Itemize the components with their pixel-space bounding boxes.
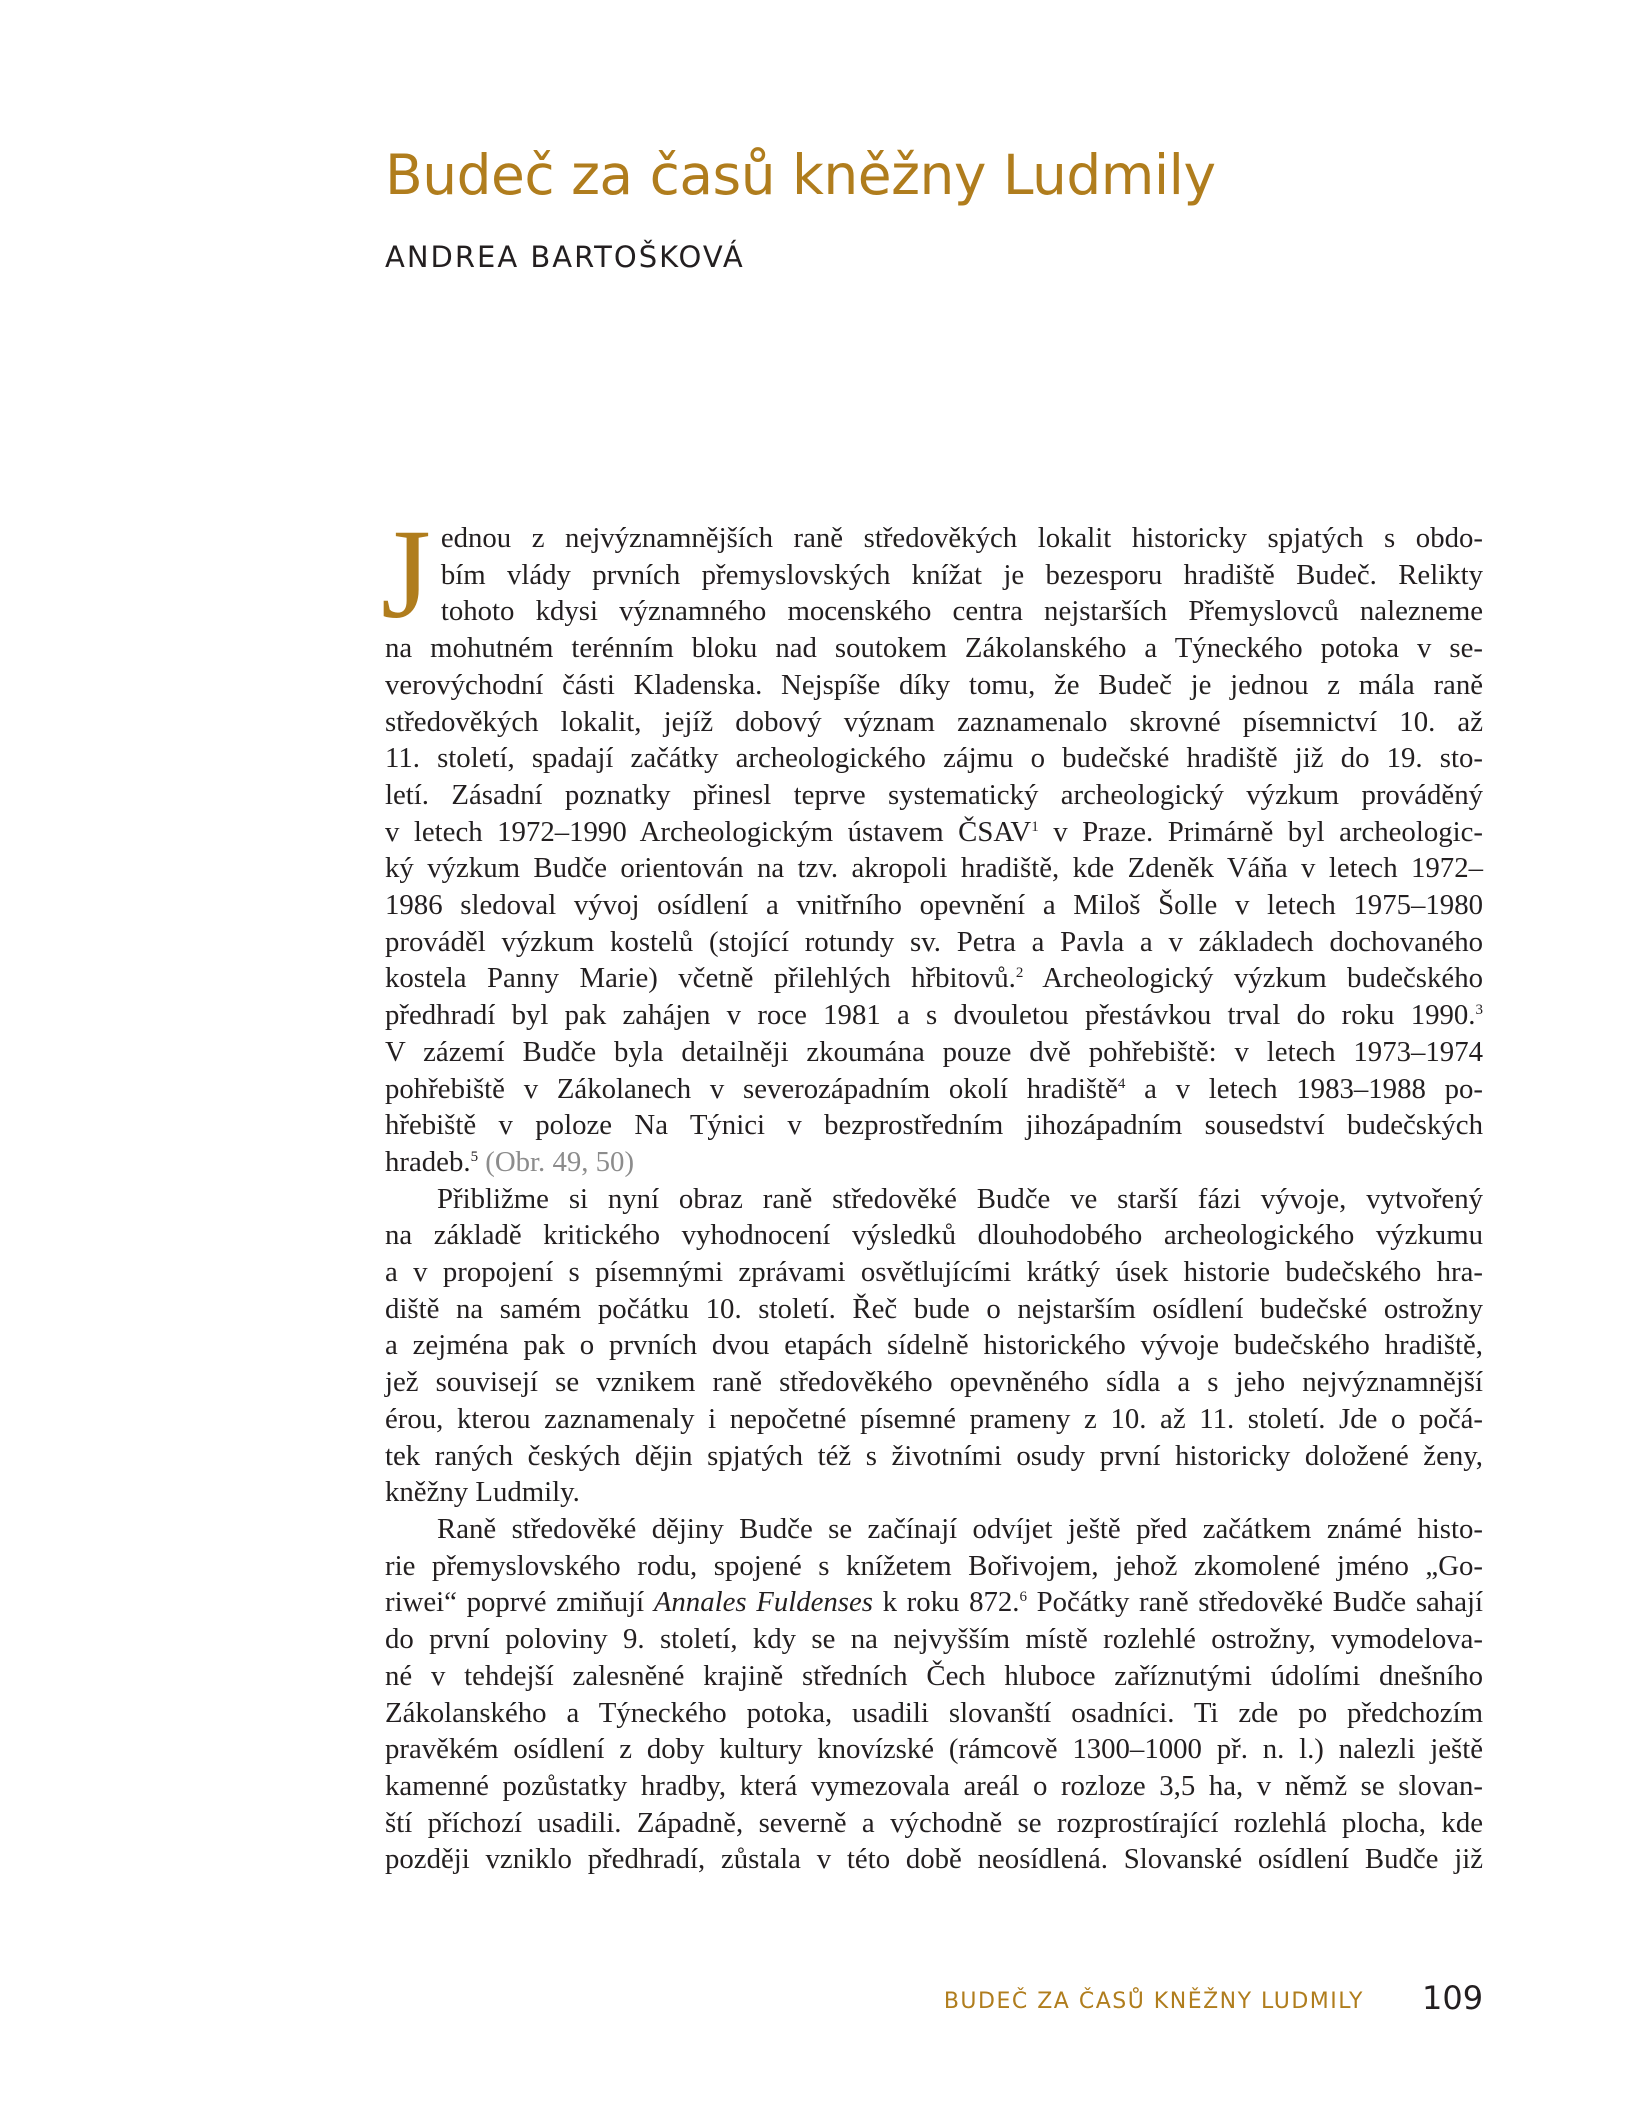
- text-line: na mohutném terénním bloku nad soutokem Zákolanského a Týneckého potoka v se-: [385, 632, 1483, 665]
- footnote-mark: 3: [1475, 1002, 1483, 1019]
- text-line: rie přemyslovského rodu, spojené s knížetem Bořivojem, jehož zkomolené jméno „Go-: [385, 1549, 1483, 1582]
- text-line: [385, 997, 1483, 1034]
- text-line: ští příchozí usadili. Západně, severně a východně se rozprostírající rozlehlá plocha, kde: [385, 1806, 1483, 1839]
- text-line: a zejména pak o prvních dvou etapách sídelně historického vývoje budečského hradiště,: [385, 1329, 1483, 1362]
- text-line: kněžny Ludmily.: [385, 1476, 580, 1509]
- text-line: bím vlády prvních přemyslovských knížat je bezesporu hradiště Budeč. Relikty: [440, 558, 1483, 591]
- text-line: verovýchodní části Kladenska. Nejspíše díky tomu, že Budeč je jednou z mála raně: [385, 668, 1483, 701]
- text-line: Přibližme si nyní obraz raně středověké Budče ve starší fázi vývoje, vytvořený: [437, 1182, 1483, 1215]
- article-title: Budeč za časů kněžny Ludmily: [385, 143, 1216, 207]
- text-line: později vzniklo předhradí, zůstala v této době neosídlená. Slovanské osídlení Budče již: [385, 1843, 1483, 1876]
- article-body: [381, 503, 1483, 1878]
- text-line: a v propojení s písemnými zprávami osvětlujícími krátký úsek historie budečského hra-: [385, 1256, 1483, 1289]
- text-segment: hradeb.: [385, 1145, 471, 1178]
- text-line: V zázemí Budče byla detailněji zkoumána pouze dvě pohřebiště: v letech 1973–1974: [385, 1035, 1483, 1068]
- running-footer-title: BUDEČ ZA ČASŮ KNĚŽNY LUDMILY: [943, 1989, 1364, 2014]
- text-line: na základě kritického vyhodnocení výsledků dlouhodobého archeologického výzkumu: [385, 1219, 1483, 1252]
- footnote-mark: 4: [1117, 1075, 1126, 1092]
- text-segment: pohřebiště v Zákolanech v severozápadním okolí hradiště: [385, 1072, 1118, 1105]
- text-segment: k roku 872.: [873, 1586, 1020, 1619]
- text-line: 11. století, spadají začátky archeologického zájmu o budečské hradiště již do 19. sto-: [385, 742, 1483, 775]
- text-line: [385, 1584, 1483, 1621]
- italic-title: Annales Fuldenses: [653, 1586, 873, 1619]
- text-line: Raně středověké dějiny Budče se začínají odvíjet ještě před začátkem známé histo-: [437, 1512, 1483, 1545]
- text-line: ký výzkum Budče orientován na tzv. akropoli hradiště, kde Zdeněk Váňa v letech 1972–: [385, 852, 1483, 885]
- text-segment: riwei“ poprvé zmiňují: [385, 1586, 654, 1619]
- text-line: jež souvisejí se vznikem raně středověkého opevněného sídla a s jeho nejvýznamnější: [385, 1366, 1483, 1399]
- text-segment: předhradí byl pak zahájen v roce 1981 a s dvouletou přestávkou trval do roku 1990.: [385, 999, 1476, 1032]
- text-line: tek raných českých dějin spjatých též s životními osudy první historicky doložené ženy,: [385, 1439, 1483, 1472]
- footnote-mark: 5: [470, 1148, 479, 1165]
- text-line: érou, kterou zaznamenaly i nepočetné písemné prameny z 10. až 11. století. Jde o počá-: [385, 1402, 1483, 1435]
- text-line: prováděl výzkum kostelů (stojící rotundy sv. Petra a Pavla a v základech dochovaného: [385, 925, 1483, 958]
- author-name: ANDREA BARTOŠKOVÁ: [385, 240, 745, 274]
- paragraph-1: [381, 503, 1483, 1181]
- paragraph-2: [385, 1181, 1483, 1511]
- text-segment: Archeologický výzkum budečského: [1023, 962, 1483, 995]
- footnote-mark: 6: [1019, 1589, 1027, 1606]
- paragraph-3: [385, 1511, 1483, 1878]
- footnote-mark: 1: [1031, 818, 1039, 835]
- text-line: [385, 960, 1483, 997]
- text-segment: v letech 1972–1990 Archeologickým ústavem ČSAV: [385, 815, 1032, 848]
- text-segment: v Praze. Primárně byl archeologic-: [1038, 815, 1483, 848]
- text-line: pravěkém osídlení z doby kultury knovízské (rámcově 1300–1000 př. n. l.) nalezli ještě: [385, 1733, 1483, 1766]
- text-segment: a v letech 1983–1988 po-: [1125, 1072, 1483, 1105]
- text-line: do první poloviny 9. století, kdy se na nejvyšším místě rozlehlé ostrožny, vymodelova-: [385, 1623, 1483, 1656]
- text-line: tohoto kdysi významného mocenského centra nejstarších Přemyslovců nalezneme: [440, 595, 1483, 628]
- text-line: Zákolanského a Týneckého potoka, usadili slovanští osadníci. Ti zde po předchozím: [385, 1696, 1483, 1729]
- text-line: [385, 1071, 1483, 1108]
- text-line: kamenné pozůstatky hradby, která vymezovala areál o rozloze 3,5 ha, v němž se slovan-: [385, 1769, 1483, 1802]
- text-line: 1986 sledoval vývoj osídlení a vnitřního opevnění a Miloš Šolle v letech 1975–1980: [385, 889, 1483, 922]
- drop-cap: J: [381, 503, 431, 645]
- text-line: letí. Zásadní poznatky přinesl teprve systematický archeologický výzkum prováděný: [385, 778, 1483, 811]
- text-line: [385, 1144, 1483, 1181]
- page-number: 109: [1422, 1979, 1484, 2017]
- text-line: [385, 814, 1483, 851]
- figure-reference: (Obr. 49, 50): [485, 1145, 635, 1178]
- text-line: ednou z nejvýznamnějších raně středověkých lokalit historicky spjatých s obdo-: [440, 522, 1483, 554]
- footnote-mark: 2: [1015, 965, 1024, 982]
- text-line: diště na samém počátku 10. století. Řeč bude o nejstarším osídlení budečské ostrožny: [385, 1292, 1483, 1325]
- text-line: né v tehdejší zalesněné krajině středních Čech hluboce zaříznutými údolími dnešního: [385, 1659, 1483, 1692]
- text-segment: Počátky raně středověké Budče sahají: [1027, 1586, 1483, 1619]
- text-segment: kostela Panny Marie) včetně přilehlých hřbitovů.: [385, 962, 1016, 995]
- text-line: hřebiště v poloze Na Týnici v bezprostředním jihozápadním sousedství budečských: [385, 1109, 1483, 1142]
- text-line: středověkých lokalit, jejíž dobový význam zaznamenalo skrovné písemnictví 10. až: [385, 705, 1483, 738]
